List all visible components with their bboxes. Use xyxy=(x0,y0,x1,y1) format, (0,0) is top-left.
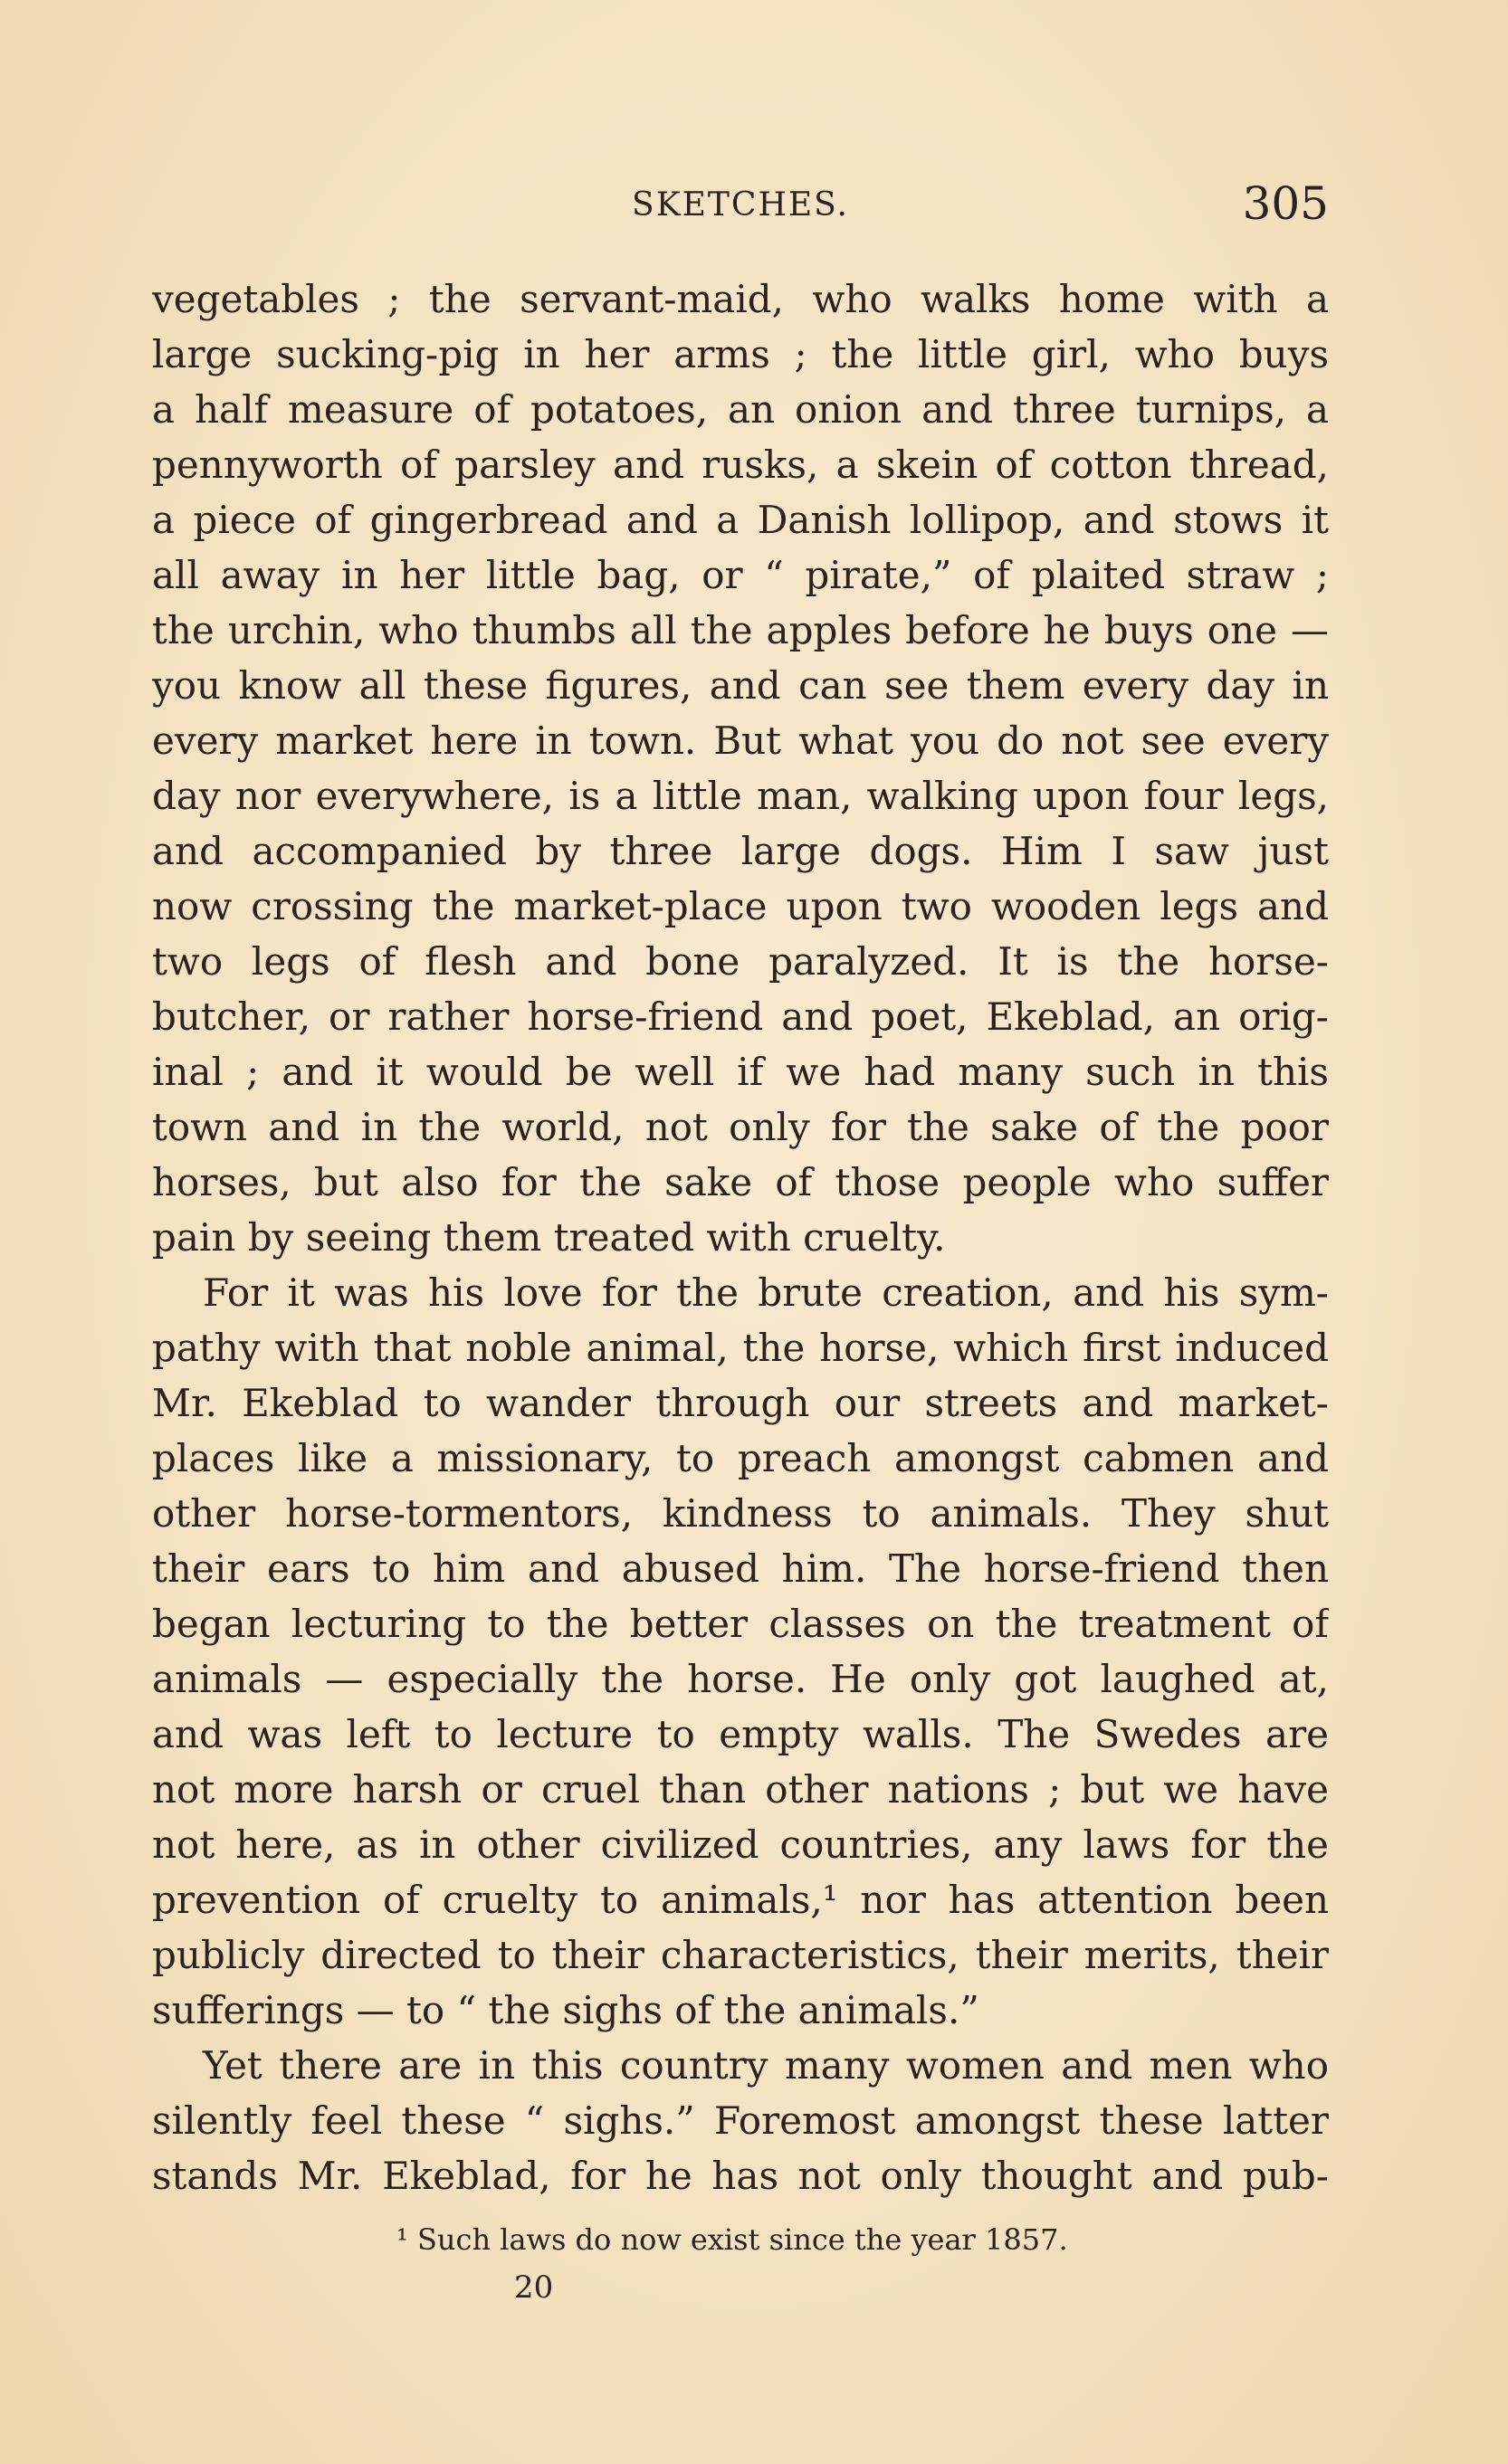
text-line: town and in the world, not only for the sake of the poor xyxy=(152,1105,1329,1149)
text-line: publicly directed to their characteristics, their merits, their xyxy=(152,1933,1329,1977)
text-line: butcher, or rather horse-friend and poet, Ekeblad, an orig- xyxy=(152,994,1329,1039)
text-line: not here, as in other civilized countries, any laws for the xyxy=(152,1822,1329,1867)
text-line: For it was his love for the brute creation, and his sym- xyxy=(203,1270,1329,1315)
running-title: SKETCHES. xyxy=(632,186,849,224)
footnote: ¹ Such laws do now exist since the year 1857. xyxy=(396,2222,1068,2257)
text-line: began lecturing to the better classes on the treatment of xyxy=(152,1602,1329,1646)
text-line: Mr. Ekeblad to wander through our streets and market- xyxy=(152,1381,1329,1425)
text-line: other horse-tormentors, kindness to animals. They shut xyxy=(152,1491,1329,1536)
text-line: every market here in town. But what you do not see every xyxy=(152,718,1329,763)
text-line: places like a missionary, to preach amongst cabmen and xyxy=(152,1436,1329,1480)
text-line: large sucking-pig in her arms ; the little girl, who buys xyxy=(152,332,1329,376)
text-line: vegetables ; the servant-maid, who walks home with a xyxy=(152,277,1329,321)
text-line: animals — especially the horse. He only got laughed at, xyxy=(152,1657,1329,1701)
text-line: two legs of flesh and bone paralyzed. It is the horse- xyxy=(152,939,1329,984)
text-line: a half measure of potatoes, an onion and three turnips, a xyxy=(152,387,1329,432)
text-line: inal ; and it would be well if we had many such in this xyxy=(152,1050,1329,1094)
running-head xyxy=(152,177,1329,232)
text-line: their ears to him and abused him. The horse-friend then xyxy=(152,1546,1329,1591)
text-line: the urchin, who thumbs all the apples before he buys one — xyxy=(152,608,1329,652)
text-line: all away in her little bag, or “ pirate,” of plaited straw ; xyxy=(152,553,1329,597)
text-line: you know all these figures, and can see them every day in xyxy=(152,663,1329,708)
folio-signature: 20 xyxy=(514,2269,554,2306)
text-line: pathy with that noble animal, the horse, which first induced xyxy=(152,1326,1329,1370)
text-line: a piece of gingerbread and a Danish lollipop, and stows it xyxy=(152,498,1329,542)
text-line: prevention of cruelty to animals,¹ nor has attention been xyxy=(152,1878,1329,1922)
text-line: day nor everywhere, is a little man, walking upon four legs, xyxy=(152,774,1329,818)
text-line: pennyworth of parsley and rusks, a skein of cotton thread, xyxy=(152,442,1329,487)
text-line: and was left to lecture to empty walls. The Swedes are xyxy=(152,1712,1329,1756)
text-line: Yet there are in this country many women and men who xyxy=(203,2043,1329,2088)
text-line: sufferings — to “ the sighs of the animals.” xyxy=(152,1988,979,2032)
page-number: 305 xyxy=(1242,177,1329,230)
text-line: not more harsh or cruel than other nations ; but we have xyxy=(152,1767,1329,1812)
body-text xyxy=(152,271,1329,2203)
text-line: stands Mr. Ekeblad, for he has not only thought and pub- xyxy=(152,2154,1329,2198)
text-line: pain by seeing them treated with cruelty. xyxy=(152,1215,946,1260)
text-line: now crossing the market-place upon two wooden legs and xyxy=(152,884,1329,928)
text-line: silently feel these “ sighs.” Foremost amongst these latter xyxy=(152,2098,1329,2143)
text-line: horses, but also for the sake of those people who suffer xyxy=(152,1160,1329,1204)
text-line: and accompanied by three large dogs. Him I saw just xyxy=(152,829,1329,873)
